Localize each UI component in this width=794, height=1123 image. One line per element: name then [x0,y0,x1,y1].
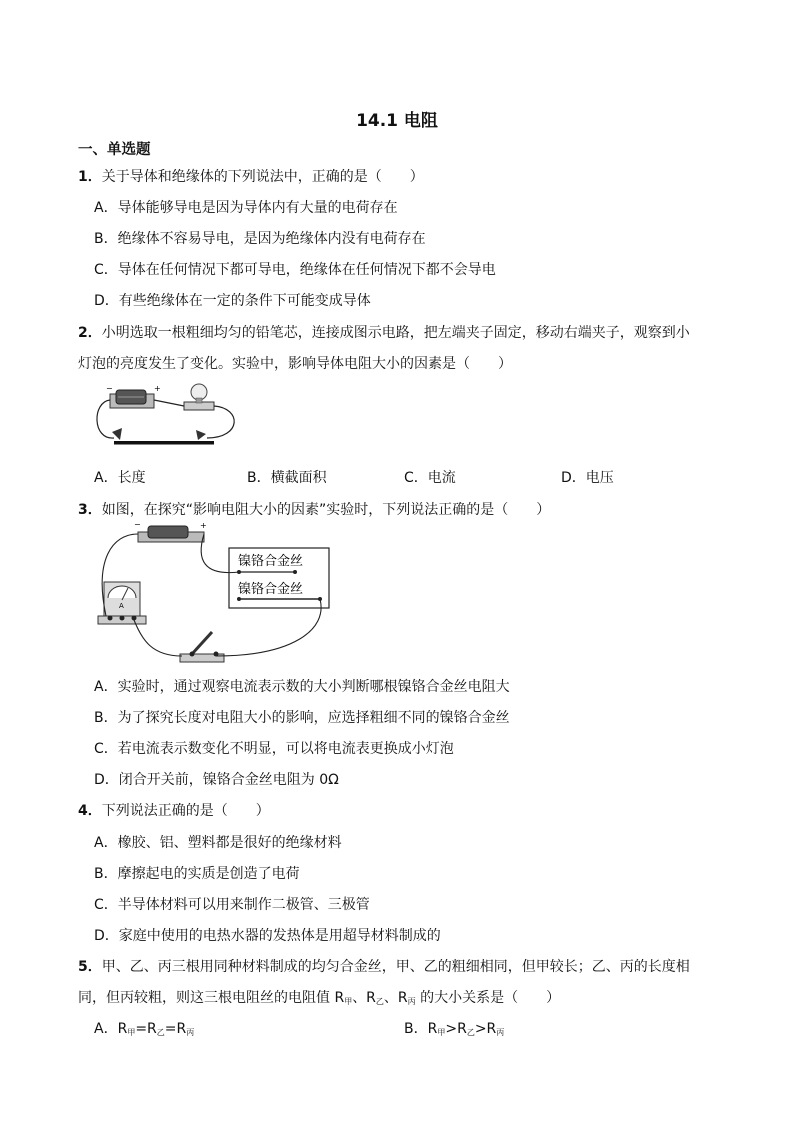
question-number: 3． [78,502,102,518]
subscript: 乙 [466,1028,475,1037]
question-number: 5． [78,959,102,975]
option-text: A．R [94,1021,128,1037]
subscript: 甲 [344,997,353,1006]
option-text: B．R [404,1021,438,1037]
option-4c: C．半导体材料可以用来制作二极管、三极管 [94,897,370,913]
subscript: 丙 [496,1028,505,1037]
subscript: 丙 [186,1028,195,1037]
svg-text:A: A [119,602,124,610]
question-number: 4． [78,803,102,819]
subscript: 丙 [407,997,416,1006]
subscript: 甲 [437,1028,446,1037]
option-1b: B．绝缘体不容易导电，是因为绝缘体内没有电荷存在 [94,231,426,247]
question-text: 关于导体和绝缘体的下列说法中，正确的是（ ） [101,169,424,185]
circuit-diagram-nichrome [92,520,342,670]
question-1-stem [78,166,424,186]
section-heading: 一、单选题 [78,142,151,158]
svg-text:+: + [200,521,207,530]
question-5-stem-cont [78,987,560,1007]
option-5a [94,1018,194,1038]
option-4b: B．摩擦起电的实质是创造了电荷 [94,866,300,882]
question-4-stem [78,800,270,820]
stem-text: 、R [383,990,408,1006]
wire-label-2: 镍铬合金丝 [238,582,304,597]
svg-text:+: + [154,384,161,393]
question-number: 2． [78,325,102,341]
svg-text:−: − [106,384,113,393]
question-2-stem-cont: 灯泡的亮度发生了变化。实验中，影响导体电阻大小的因素是（ ） [78,356,512,372]
option-2c: C．电流 [404,470,456,486]
question-text: 如图，在探究“影响电阻大小的因素”实验时，下列说法正确的是（ ） [101,502,551,518]
subscript: 甲 [127,1028,136,1037]
question-text: 甲、乙、丙三根用同种材料制成的均匀合金丝，甲、乙的粗细相同，但甲较长；乙、丙的长度相 [101,959,690,975]
question-text: 小明选取一根粗细均匀的铅笔芯，连接成图示电路，把左端夹子固定，移动右端夹子，观察到小 [101,325,690,341]
option-text: =R [164,1021,187,1037]
page-title: 14.1 电阻 [356,111,438,131]
circuit-diagram-pencil-lead [92,380,252,455]
question-text: 下列说法正确的是（ ） [101,803,270,819]
svg-text:−: − [134,520,141,529]
option-1a: A．导体能够导电是因为导体内有大量的电荷存在 [94,200,398,216]
option-text: >R [474,1021,497,1037]
subscript: 乙 [156,1028,165,1037]
stem-text: 同，但丙较粗，则这三根电阻丝的电阻值 R [78,990,345,1006]
question-number: 1． [78,169,102,185]
question-5-stem [78,956,690,976]
wire-label-1: 镍铬合金丝 [238,554,304,569]
option-text: >R [445,1021,467,1037]
option-5b [404,1018,504,1038]
option-3c: C．若电流表示数变化不明显，可以将电流表更换成小灯泡 [94,741,454,757]
option-4a: A．橡胶、铝、塑料都是很好的绝缘材料 [94,835,342,851]
option-2d: D．电压 [561,470,614,486]
question-3-stem [78,499,550,519]
stem-text: 、R [352,990,376,1006]
option-3a: A．实验时，通过观察电流表示数的大小判断哪根镍铬合金丝电阻大 [94,679,510,695]
option-1d: D．有些绝缘体在一定的条件下可能变成导体 [94,293,371,309]
option-2a: A．长度 [94,470,146,486]
option-1c: C．导体在任何情况下都可导电，绝缘体在任何情况下都不会导电 [94,262,496,278]
subscript: 乙 [375,997,384,1006]
option-text: =R [135,1021,157,1037]
question-2-stem [78,322,690,342]
stem-text: 的大小关系是（ ） [415,990,561,1006]
option-2b: B．横截面积 [247,470,327,486]
option-4d: D．家庭中使用的电热水器的发热体是用超导材料制成的 [94,928,441,944]
option-3b: B．为了探究长度对电阻大小的影响，应选择粗细不同的镍铬合金丝 [94,710,510,726]
option-3d: D．闭合开关前，镍铬合金丝电阻为 0Ω [94,772,339,788]
